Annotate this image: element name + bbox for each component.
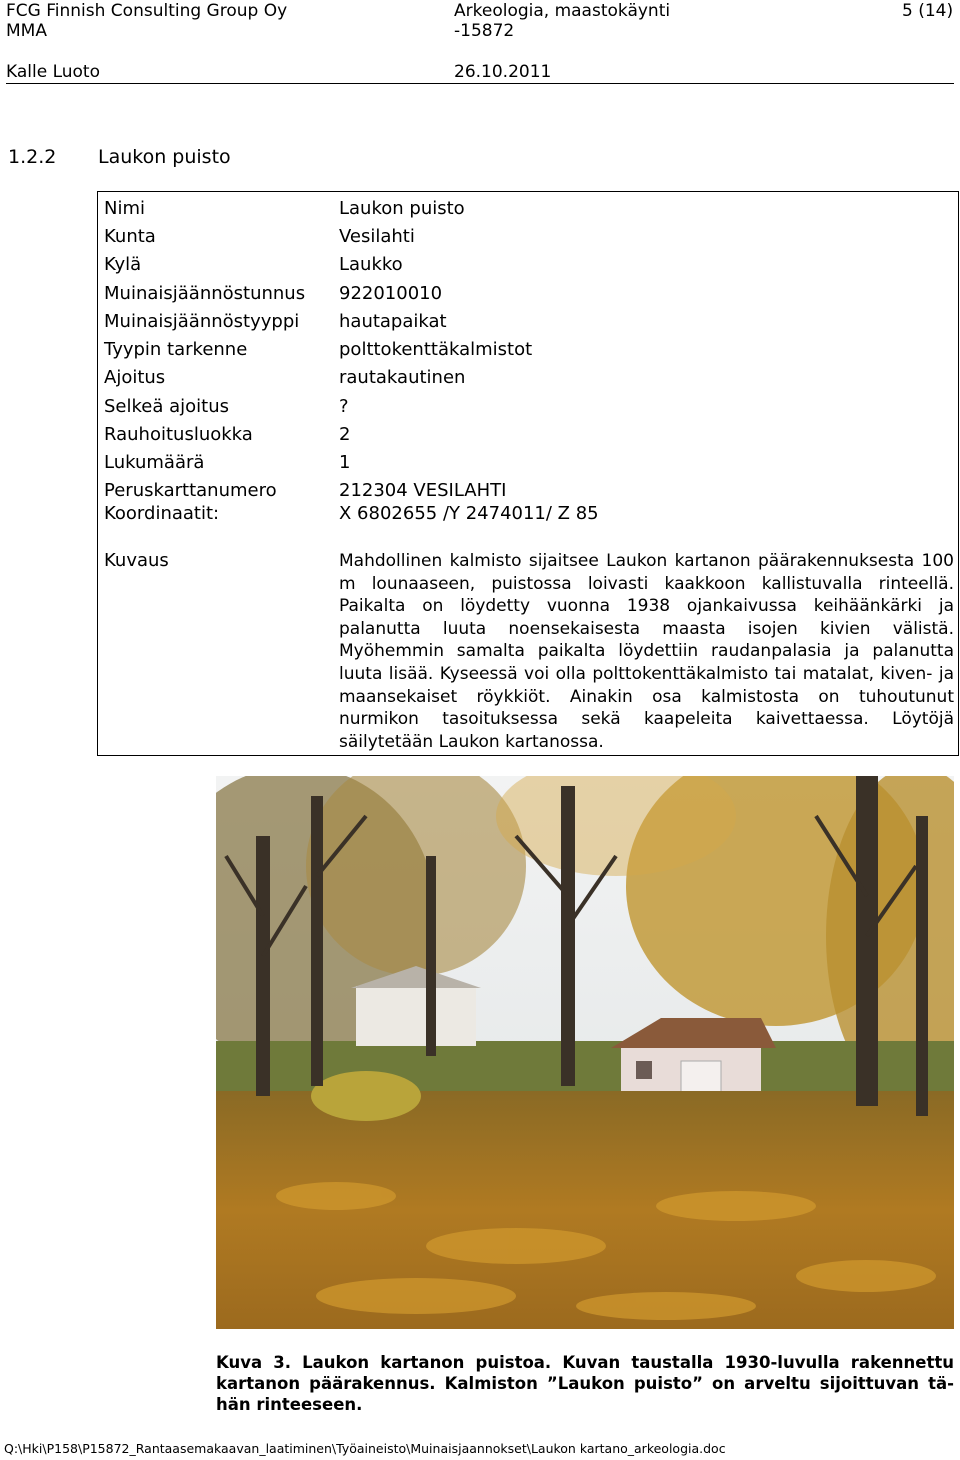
- page-number: 5 (14): [902, 1, 954, 21]
- document-subject: Arkeologia, maastokäynti: [454, 1, 671, 21]
- park-photo: [216, 776, 954, 1329]
- park-photo-illustration: [216, 776, 954, 1329]
- header-divider: [6, 83, 954, 84]
- house-window: [636, 1061, 652, 1079]
- project-number: -15872: [454, 21, 515, 41]
- site-info-table: Nimi Laukon puisto Kunta Vesilahti Kylä Laukko Muinaisjäännöstunnus 922010010 Muinaisjäännöstyyppi hautapaikat Tyypin tarkenne polttokenttäkalmistot Ajoitus rautakautinen Selkeä ajoitus ? Rauhoitusluokka 2 Lukumäärä 1 Peruskarttanumero 212304 VESILAHTI Koordinaatit: X 6802655 /Y 2474011/ Z 85 Kuvaus Mahdollinen kalmisto sijaitsee Laukon kartanon päärakennuksesta 100 m lounaaseen, puistossa loivasti kaakkoon kallistuvalla rinteellä. Paikalta on löydetty vuonna 1938 ojankaivussa keihäänkärki ja palanutta luuta noensekaisesta maasta isojen kivien välistä. Myöhemmin samalta paikalta löydettiin raudanpalasia ja palanutta luuta lisää. Kyseessä voi olla polttokenttäkalmisto tai matalat, kiven- ja maansekaiset röykkiöt. Ainakin osa kalmistosta on tuhoutunut nurmikon tasoituksessa sekä kaapeleita kaivettaessa. Löytöjä säilytetään Laukon kartanossa.: [97, 191, 959, 756]
- description-label: Kuvaus: [104, 550, 169, 571]
- page-header: [6, 0, 954, 86]
- section-heading: [8, 146, 231, 168]
- manor-building: [356, 986, 476, 1046]
- company-name: FCG Finnish Consulting Group Oy: [6, 1, 288, 21]
- section-number: 1.2.2: [8, 146, 57, 168]
- section-title: Laukon puisto: [98, 146, 231, 168]
- yellow-bush: [311, 1071, 421, 1121]
- photo-caption: Kuva 3. Laukon kartanon puistoa. Kuvan taustalla 1930-luvulla rakennettu kartanon päärakennus. Kalmiston ”Laukon puisto” on arveltu sijoittuvan tähän rinteeseen.: [216, 1353, 954, 1414]
- document-date: 26.10.2011: [454, 62, 552, 82]
- file-path-footer: Q:\Hki\P158\P15872_Rantaasemakaavan_laatiminen\Työaineisto\Muinaisjaannokset\Laukon kartano_arkeologia.doc: [4, 1441, 726, 1456]
- author-name: Kalle Luoto: [6, 62, 100, 82]
- client-name: MMA: [6, 21, 47, 41]
- description-text: Mahdollinen kalmisto sijaitsee Laukon kartanon päärakennuksesta 100 m lounaaseen, puistossa loivasti kaakkoon kallistuvalla rinteellä. Paikalta on löydetty vuonna 1938 ojankaivussa keihäänkärki ja palanutta luuta noensekaisesta maasta isojen kivien välistä. Myöhemmin samalta paikalta löydettiin raudanpalasia ja palanutta luuta lisää. Kyseessä voi olla polttokenttäkalmisto tai matalat, kiven- ja maansekaiset röykkiöt. Ainakin osa kalmistosta on tuhoutunut nurmikon tasoituksessa sekä kaapeleita kaivettaessa. Löytöjä säilytetään Laukon kartanossa.: [339, 551, 954, 752]
